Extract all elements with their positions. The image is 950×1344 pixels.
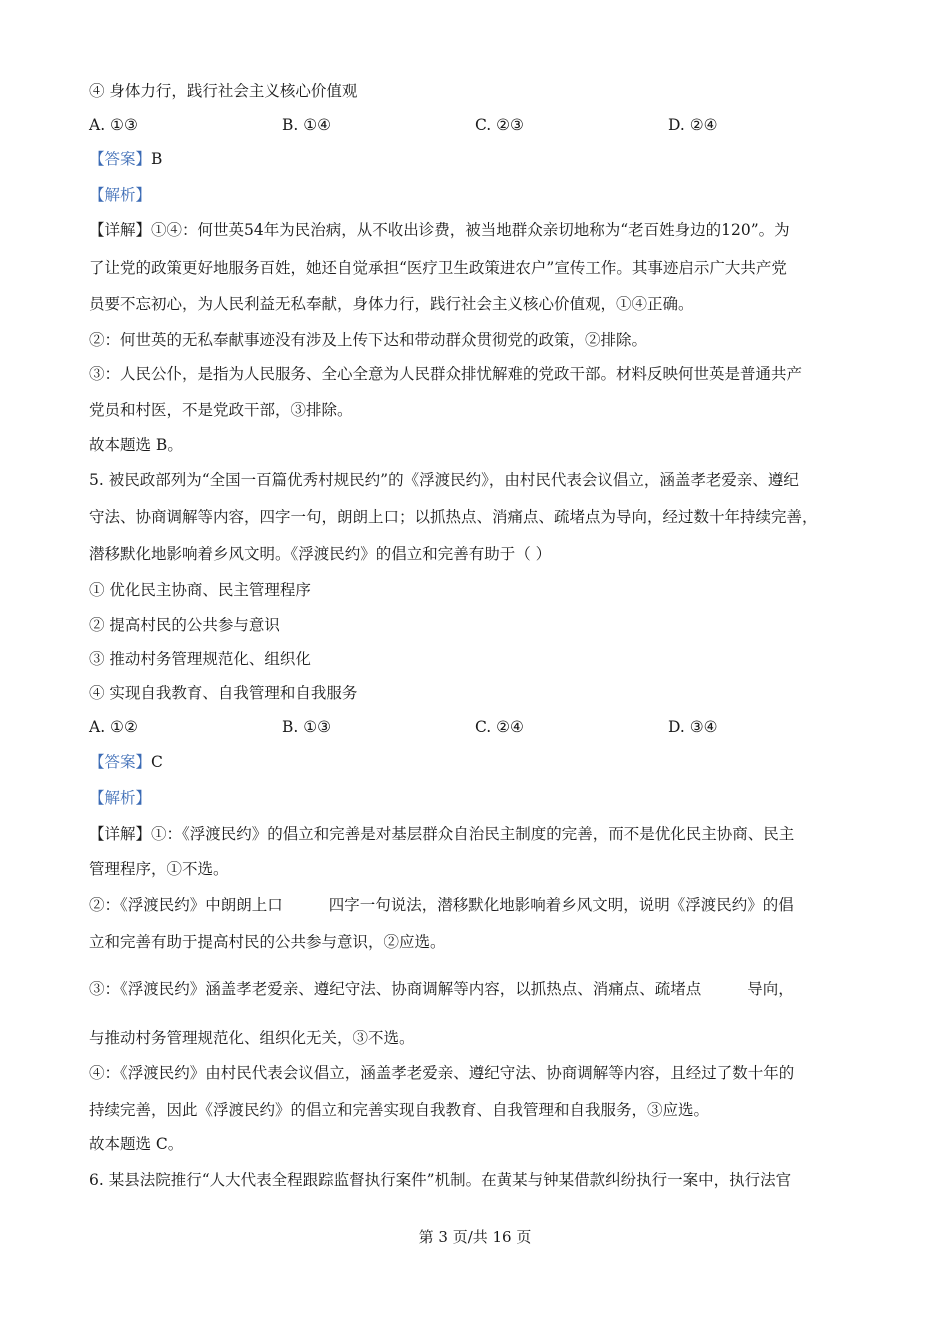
q5-choice-b: B. ①③ bbox=[282, 718, 332, 736]
detail-segment: ②：《浮渡民约》中朗朗上口 bbox=[89, 896, 283, 914]
q4-choice-a: A. ①③ bbox=[89, 116, 138, 134]
q5-detail-line: 立和完善有助于提高村民的公共参与意识，②应选。 bbox=[89, 933, 446, 951]
q5-detail-line bbox=[89, 895, 794, 915]
q5-detail-line: 管理程序，①不选。 bbox=[89, 860, 229, 878]
q4-detail-line: ③：人民公仆，是指为人民服务、全心全意为人民群众排忧解难的党政干部。材料反映何世英是普通共产 bbox=[89, 365, 803, 383]
q4-option-4: ④ 身体力行，践行社会主义核心价值观 bbox=[89, 82, 358, 100]
q5-conclusion: 故本题选 C。 bbox=[89, 1135, 184, 1153]
detail-segment: 四字一句说法，潜移默化地影响着乡风文明，说明《浮渡民约》的倡 bbox=[328, 896, 794, 914]
q4-choice-d: D. ②④ bbox=[668, 116, 718, 134]
answer-value: C bbox=[151, 753, 163, 771]
q4-conclusion: 故本题选 B。 bbox=[89, 436, 183, 454]
q5-detail-line: 持续完善，因此《浮渡民约》的倡立和完善实现自我教育、自我管理和自我服务，③应选。 bbox=[89, 1101, 710, 1119]
q4-detail-line: 员要不忘初心，为人民利益无私奉献，身体力行，践行社会主义核心价值观，①④正确。 bbox=[89, 295, 694, 313]
q5-option-4: ④ 实现自我教育、自我管理和自我服务 bbox=[89, 684, 358, 702]
q5-detail-line: 【详解】①：《浮渡民约》的倡立和完善是对基层群众自治民主制度的完善，而不是优化民主协商、民主 bbox=[89, 825, 795, 843]
q4-detail-line: 【详解】①④：何世英54年为民治病，从不收出诊费，被当地群众亲切地称为“老百姓身边的120”。为 bbox=[89, 221, 790, 239]
q5-option-2: ② 提高村民的公共参与意识 bbox=[89, 616, 280, 634]
detail-segment: ③：《浮渡民约》涵盖孝老爱亲、遵纪守法、协商调解等内容，以抓热点、消痛点、疏堵点 bbox=[89, 980, 702, 998]
q6-stem-line: 6. 某县法院推行“人大代表全程跟踪监督执行案件”机制。在黄某与钟某借款纠纷执行一案中，执行法官 bbox=[89, 1171, 792, 1189]
q5-detail-line: 与推动村务管理规范化、组织化无关，③不选。 bbox=[89, 1029, 415, 1047]
q5-choice-d: D. ③④ bbox=[668, 718, 718, 736]
answer-tag: 【答案】 bbox=[89, 753, 152, 771]
q4-choice-c: C. ②③ bbox=[475, 116, 524, 134]
q5-choice-a: A. ①② bbox=[89, 718, 138, 736]
answer-tag: 【答案】 bbox=[89, 150, 152, 168]
q4-choice-b: B. ①④ bbox=[282, 116, 332, 134]
q5-detail-line bbox=[89, 979, 794, 999]
q4-analysis-tag: 【解析】 bbox=[89, 186, 152, 204]
q5-stem-line: 潜移默化地影响着乡风文明。《浮渡民约》的倡立和完善有助于（ ） bbox=[89, 545, 552, 563]
q5-answer bbox=[89, 752, 163, 772]
answer-value: B bbox=[151, 150, 163, 168]
q4-detail-line: 了让党的政策更好地服务百姓，她还自觉承担“医疗卫生政策进农户”宣传工作。其事迹启示广大共产党 bbox=[89, 259, 787, 277]
detail-segment: 导向， bbox=[747, 980, 794, 998]
q5-detail-line: ④：《浮渡民约》由村民代表会议倡立，涵盖孝老爱亲、遵纪守法、协商调解等内容，且经过了数十年的 bbox=[89, 1064, 795, 1082]
q5-stem-line: 守法、协商调解等内容，四字一句，朗朗上口；以抓热点、消痛点、疏堵点为导向，经过数十年持续完善， bbox=[89, 508, 818, 526]
q5-option-1: ① 优化民主协商、民主管理程序 bbox=[89, 581, 311, 599]
q5-analysis-tag: 【解析】 bbox=[89, 789, 152, 807]
q4-detail-line: 党员和村医，不是党政干部，③排除。 bbox=[89, 401, 353, 419]
q4-answer bbox=[89, 149, 162, 169]
q4-detail-line: ②：何世英的无私奉献事迹没有涉及上传下达和带动群众贯彻党的政策，②排除。 bbox=[89, 331, 648, 349]
q5-choice-c: C. ②④ bbox=[475, 718, 524, 736]
page-number: 第 3 页/共 16 页 bbox=[418, 1228, 532, 1246]
q5-option-3: ③ 推动村务管理规范化、组织化 bbox=[89, 650, 311, 668]
q5-stem-line: 5. 被民政部列为“全国一百篇优秀村规民约”的《浮渡民约》，由村民代表会议倡立，涵盖孝老爱亲、遵纪 bbox=[89, 471, 799, 489]
